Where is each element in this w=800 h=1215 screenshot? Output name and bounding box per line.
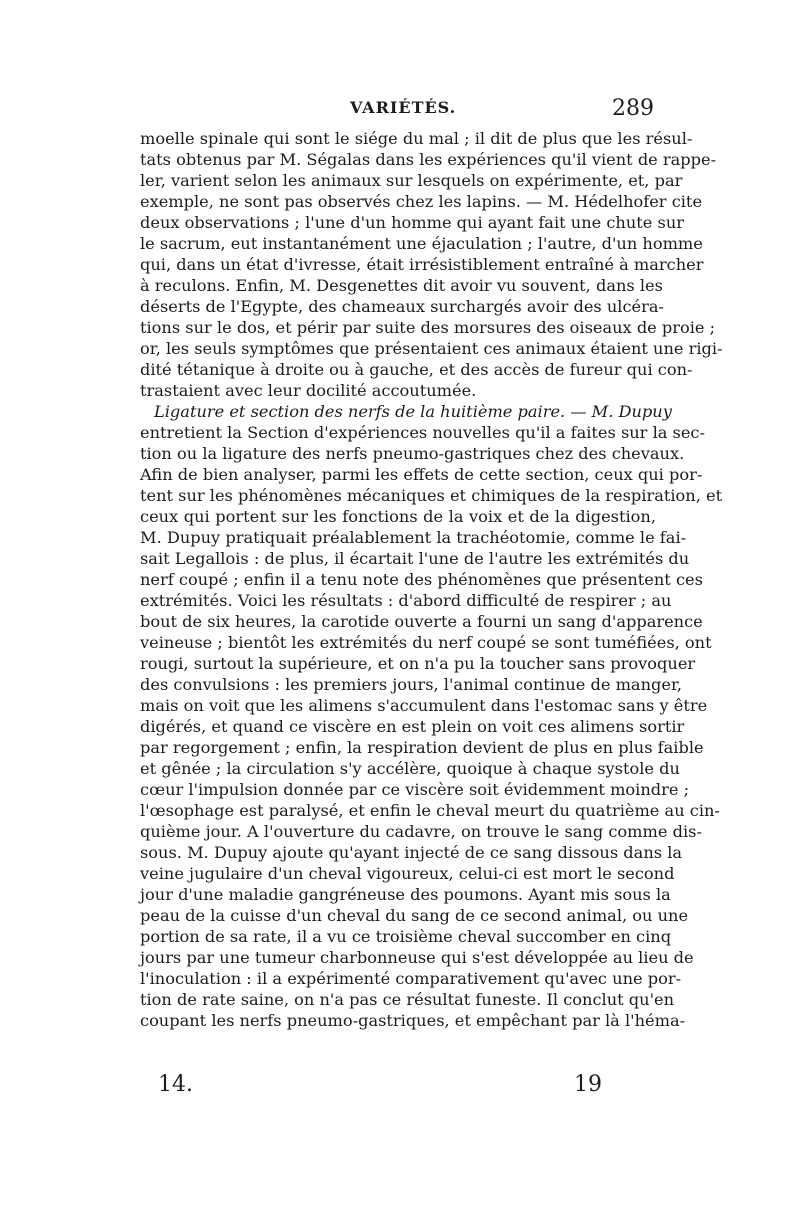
text-line: sait Legallois : de plus, il écartait l'une de l'autre les extrémités du [140, 549, 690, 568]
text-line: extrémités. Voici les résultats : d'abord difficulté de respirer ; au [140, 591, 672, 610]
text-line: ler, varient selon les animaux sur lesquels on expérimente, et, par [140, 171, 683, 190]
text-line: jours par une tumeur charbonneuse qui s'est développée au lieu de [140, 948, 694, 967]
text-line: déserts de l'Egypte, des chameaux surchargés avoir des ulcéra- [140, 297, 664, 316]
signature-mark: 14. [158, 1072, 193, 1097]
text-line: à reculons. Enfin, M. Desgenettes dit avoir vu souvent, dans les [140, 276, 663, 295]
text-line: tion ou la ligature des nerfs pneumo-gastriques chez des chevaux. [140, 444, 685, 463]
text-line: nerf coupé ; enfin il a tenu note des phénomènes que présentent ces [140, 570, 703, 589]
page-number: 289 [612, 96, 654, 121]
text-line: deux observations ; l'une d'un homme qui ayant fait une chute sur [140, 213, 684, 232]
text-line: bout de six heures, la carotide ouverte a fourni un sang d'apparence [140, 612, 703, 631]
sheet-number: 19 [574, 1072, 602, 1097]
text-line: coupant les nerfs pneumo-gastriques, et empêchant par là l'héma- [140, 1011, 686, 1030]
text-line: tions sur le dos, et périr par suite des morsures des oiseaux de proie ; [140, 318, 716, 337]
text-line: sous. M. Dupuy ajoute qu'ayant injecté de ce sang dissous dans la [140, 843, 683, 862]
section-heading-line: Ligature et section des nerfs de la huitième paire. — M. Dupuy [154, 402, 672, 421]
text-line: l'œsophage est paralysé, et enfin le cheval meurt du quatrième au cin- [140, 801, 720, 820]
text-line: portion de sa rate, il a vu ce troisième cheval succomber en cinq [140, 927, 672, 946]
text-line: l'inoculation : il a expérimenté comparativement qu'avec une por- [140, 969, 682, 988]
text-line: moelle spinale qui sont le siége du mal ; il dit de plus que les résul- [140, 129, 693, 148]
body-text [140, 128, 723, 1031]
text-line: rougi, surtout la supérieure, et on n'a pu la toucher sans provoquer [140, 654, 696, 673]
text-line: tent sur les phénomènes mécaniques et chimiques de la respiration, et [140, 486, 723, 505]
text-line: jour d'une maladie gangréneuse des poumons. Ayant mis sous la [140, 885, 671, 904]
text-line: des convulsions : les premiers jours, l'animal continue de manger, [140, 675, 683, 694]
text-line: tion de rate saine, on n'a pas ce résultat funeste. Il conclut qu'en [140, 990, 675, 1009]
running-title: VARIÉTÉS. [350, 98, 457, 117]
text-line: veine jugulaire d'un cheval vigoureux, celui-ci est mort le second [140, 864, 675, 883]
text-line: cœur l'impulsion donnée par ce viscère soit évidemment moindre ; [140, 780, 690, 799]
text-line: veineuse ; bientôt les extrémités du nerf coupé se sont tuméfiées, ont [140, 633, 712, 652]
text-line: tats obtenus par M. Ségalas dans les expériences qu'il vient de rappe- [140, 150, 717, 169]
text-line: or, les seuls symptômes que présentaient ces animaux étaient une rigi- [140, 339, 723, 358]
text-line: digérés, et quand ce viscère en est plein on voit ces alimens sortir [140, 717, 685, 736]
text-line: mais on voit que les alimens s'accumulent dans l'estomac sans y être [140, 696, 708, 715]
text-line: M. Dupuy pratiquait préalablement la trachéotomie, comme le fai- [140, 528, 687, 547]
text-line: entretient la Section d'expériences nouvelles qu'il a faites sur la sec- [140, 423, 705, 442]
text-line: par regorgement ; enfin, la respiration devient de plus en plus faible [140, 738, 704, 757]
text-line: dité tétanique à droite ou à gauche, et des accès de fureur qui con- [140, 360, 693, 379]
text-line: Afin de bien analyser, parmi les effets de cette section, ceux qui por- [140, 465, 703, 484]
text-line: et gênée ; la circulation s'y accélère, quoique à chaque systole du [140, 759, 680, 778]
text-line: le sacrum, eut instantanément une éjaculation ; l'autre, d'un homme [140, 234, 703, 253]
text-line: peau de la cuisse d'un cheval du sang de ce second animal, ou une [140, 906, 689, 925]
text-line: trastaient avec leur docilité accoutumée. [140, 381, 477, 400]
text-line: ceux qui portent sur les fonctions de la voix et de la digestion, [140, 507, 656, 526]
text-line: quième jour. A l'ouverture du cadavre, on trouve le sang comme dis- [140, 822, 702, 841]
text-line: exemple, ne sont pas observés chez les lapins. — M. Hédelhofer cite [140, 192, 703, 211]
text-line: qui, dans un état d'ivresse, était irrésistiblement entraîné à marcher [140, 255, 704, 274]
